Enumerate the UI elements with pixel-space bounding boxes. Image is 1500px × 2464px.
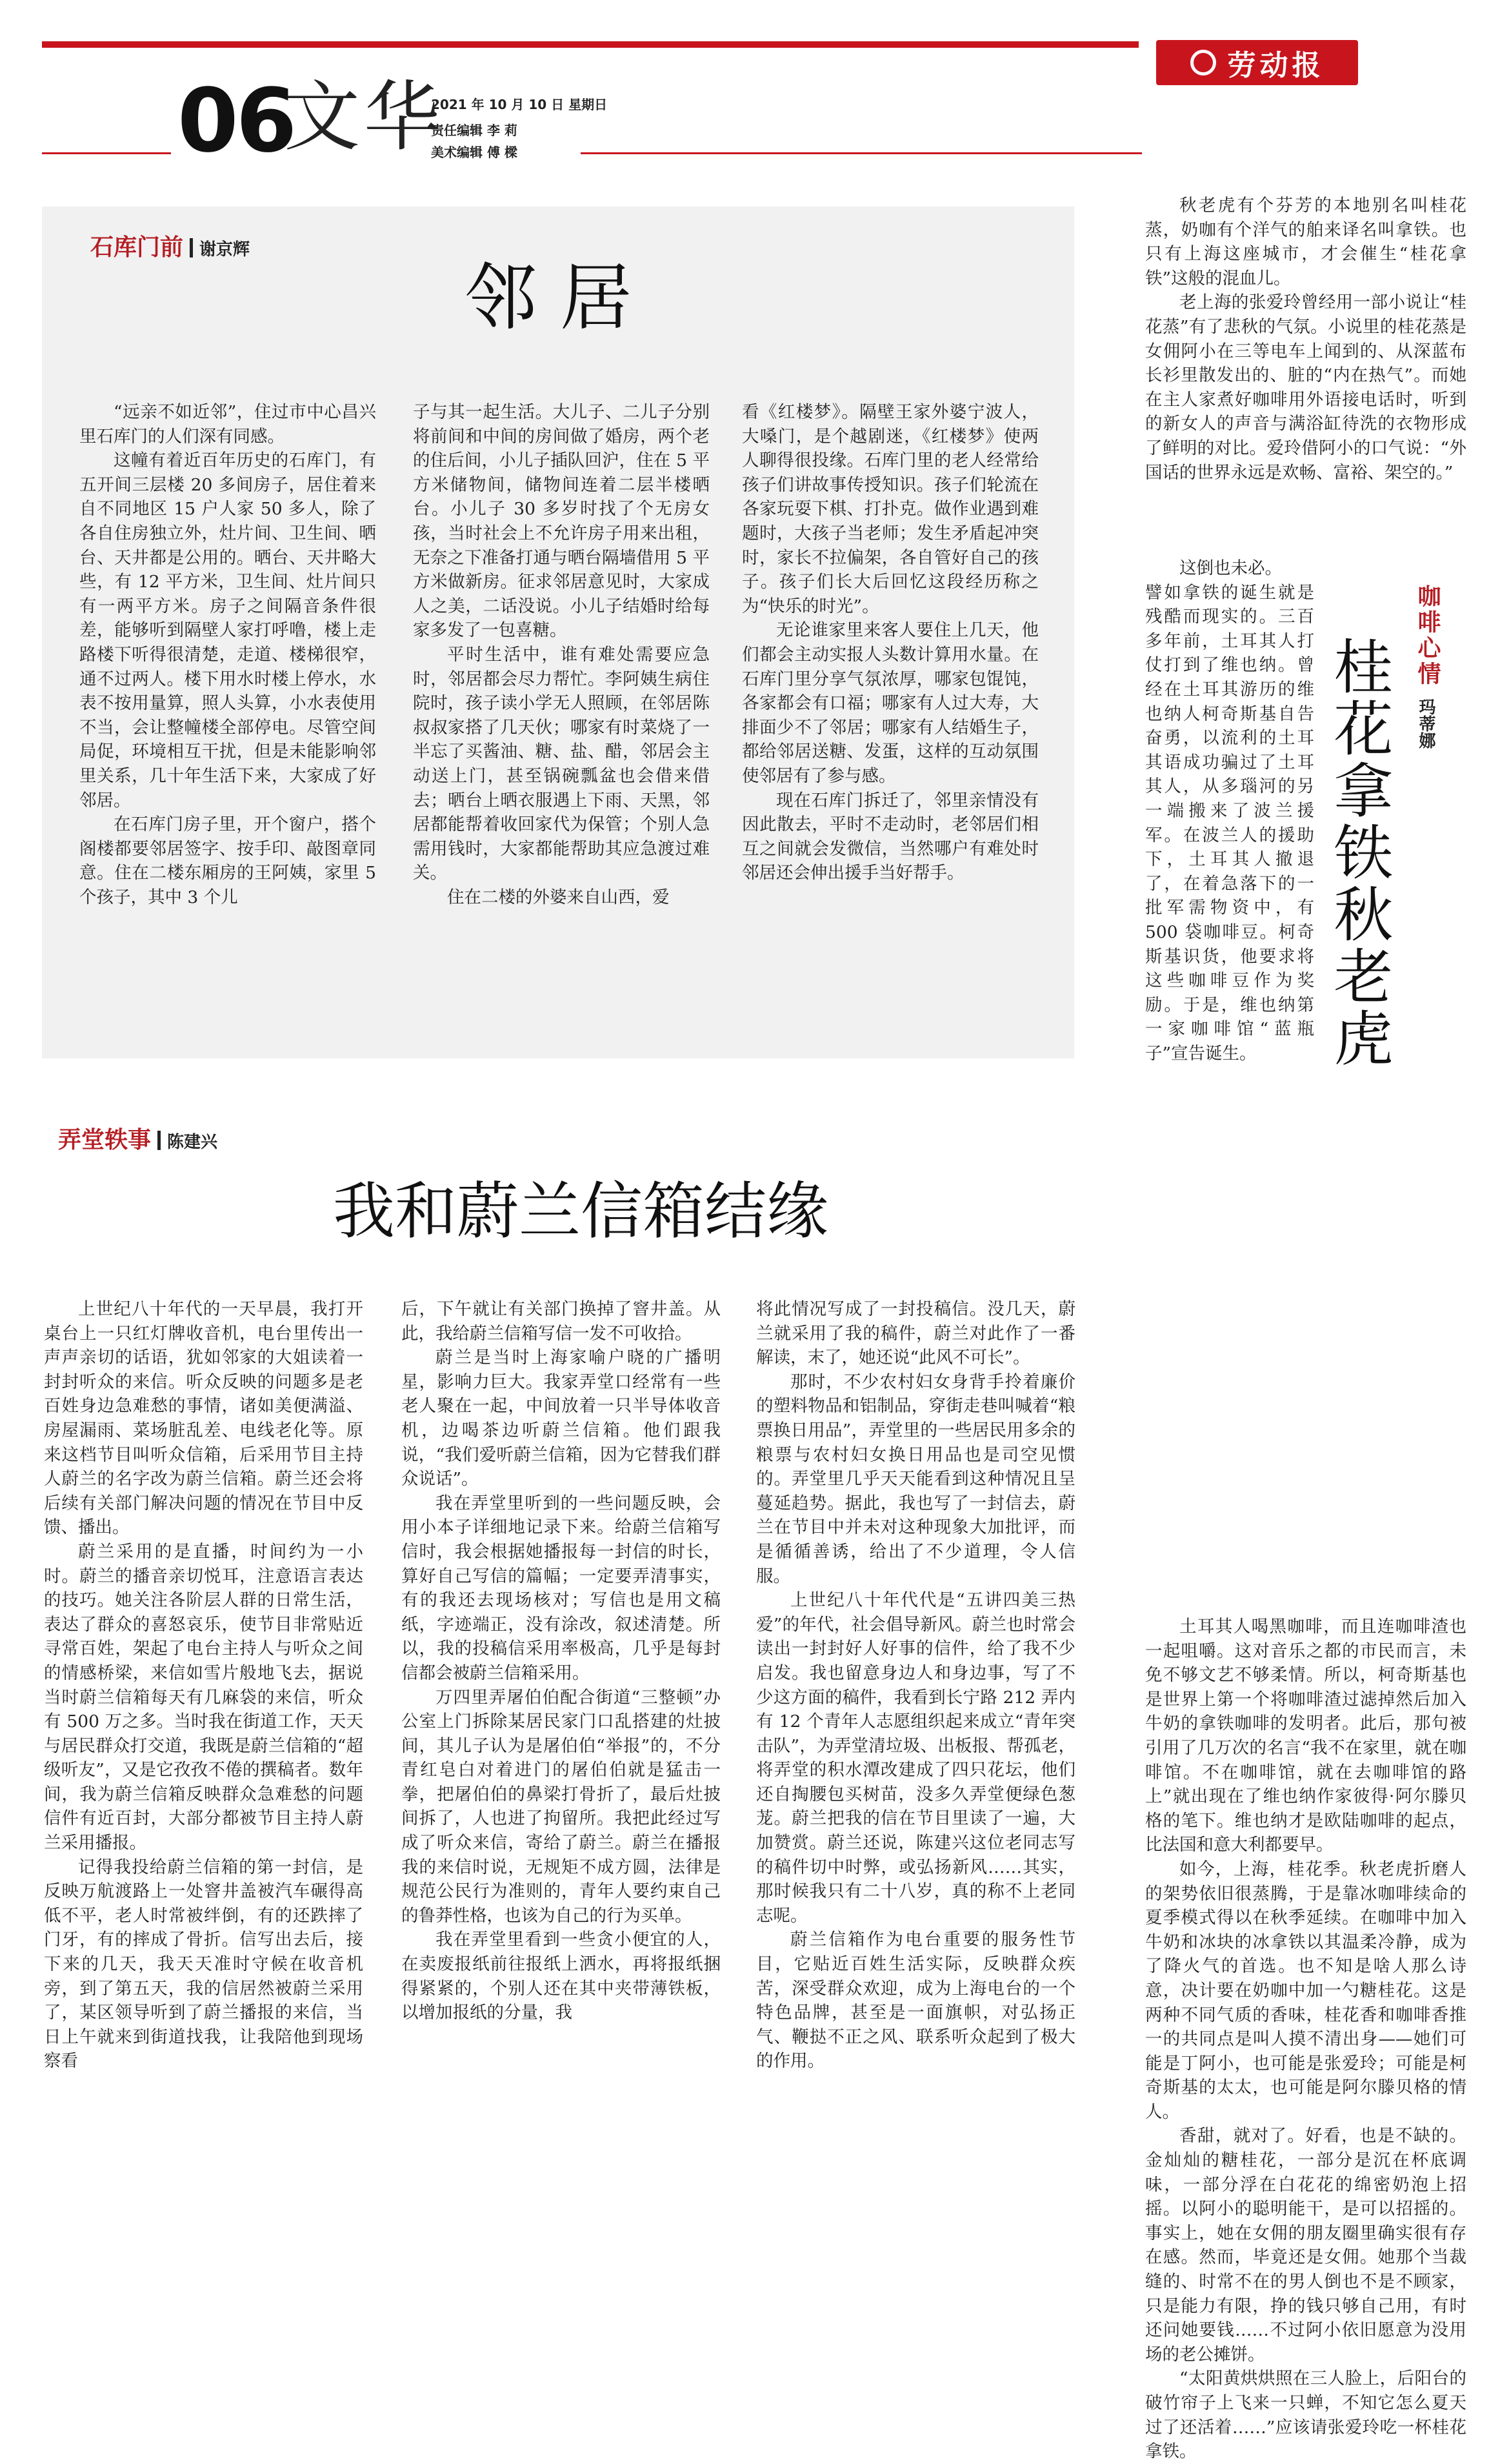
paragraph: 后，下午就让有关部门换掉了窨井盖。从此，我给蔚兰信箱写信一发不可收拾。 [401,1299,721,1344]
article-neighbors-col-2 [413,400,710,1045]
paragraph: 上世纪八十年代的一天早晨，我打开桌台上一只红灯牌收音机，电台里传出一声声亲切的话语，犹如邻家的大姐读着一封封听众的来信。听众反映的问题多是老百姓身边急难愁的事情，诸如美便满溢、房屋漏雨、菜场脏乱差、电线老化等。原来这档节目叫听众信箱，后采用节目主持人蔚兰的名字改为蔚兰信箱。蔚兰还会将后续有关部门解决问题的情况在节目中反馈、播出。 [44,1299,363,1538]
paragraph: 这幢有着近百年历史的石库门，有五开间三层楼 20 多间房子，居住着来自不同地区 15 户人家 50 多人，除了各自住房独立外，灶片间、卫生间、晒台、天井都是公用的。晒台、天井略大些，有 12 平方米，卫生间、灶片间只有一两平方米。房子之间隔音条件很差，能够听到隔壁人家打呼噜，楼上走路楼下听得很清楚，走道、楼梯很窄，通不过两人。楼下用水时楼上停水，水表不按用量算，照人头算，小水表使用不当，会让整幢楼全部停电。尽管空间局促，环境相互干扰，但是未能影响邻里关系，几十年生活下来，大家成了好邻居。 [79,450,376,811]
newspaper-logo [1156,40,1358,85]
paragraph: 秋老虎有个芬芳的本地别名叫桂花蒸，奶咖有个洋气的舶来译名叫拿铁。也只有上海这座城市，才会催生“桂花拿铁”这般的混血儿。 [1145,196,1466,288]
art-editor-credit: 美术编辑 傅 樑 [431,145,517,160]
paragraph: 平时生活中，谁有难处需要应急时，邻居都会尽力帮忙。李阿姨生病住院时，孩子读小学无人照顾，在邻居陈叔叔家搭了几天伙；哪家有时菜烧了一半忘了买酱油、糖、盐、醋，邻居会主动送上门，甚至锅碗瓢盆也会借来借去；晒台上晒衣服遇上下雨、天黑，邻居都能帮着收回家代为保管；个别人急需用钱时，大家都能帮助其应急渡过难关。 [413,644,710,884]
byline-separator [190,238,193,258]
paragraph: 土耳其人喝黑咖啡，而且连咖啡渣也一起咀嚼。这对音乐之都的市民而言，未免不够文艺不够柔情。所以，柯奇斯基也是世界上第一个将咖啡渣过滤掉然后加入牛奶的拿铁咖啡的发明者。此后，那句被引用了几万次的名言“我不在家里，就在咖啡馆。不在咖啡馆，就在去咖啡馆的路上”就出现在了维也纳作家彼得·阿尔滕贝格的笔下。维也纳才是欧陆咖啡的起点，比法国和意大利都要早。 [1145,1617,1466,1855]
paragraph: 子与其一起生活。大儿子、二儿子分别将前间和中间的房间做了婚房，两个老的住后间，小儿子插队回沪，住在 5 平方米储物间，储物间连着二层半楼晒台。小儿子 30 多岁时找了个无房女孩，当时社会上不允许房子用来出租，无奈之下准备打通与晒台隔墙借用 5 平方米做新房。征求邻居意见时，大家成人之美，二话没说。小儿子结婚时给每家多发了一包喜糖。 [413,402,710,641]
paragraph: 看《红楼梦》。隔壁王家外婆宁波人，大嗓门，是个越剧迷，《红楼梦》使两人聊得很投缘。石库门里的老人经常给孩子们讲故事传授知识。孩子们轮流在各家玩耍下棋、打扑克。做作业遇到难题时，大孩子当老师；发生矛盾起冲突时，家长不拉偏架，各自管好自己的孩子。孩子们长大后回忆这段经历称之为“快乐的时光”。 [742,402,1039,616]
article-latte-title: 桂花拿铁秋老虎 [1324,636,1394,1069]
article-mailbox-col-1 [44,1297,363,2239]
paragraph: 譬如拿铁的诞生就是残酷而现实的。三百多年前，土耳其人打仗打到了维也纳。曾经在土耳其游历的维也纳人柯奇斯基自告奋勇，以流利的土耳其语成功骗过了土耳其人，从多瑙河的另一端搬来了波兰援军。在波兰人的援助下，土耳其人撤退了，在着急落下的一批军需物资中，有 500 袋咖啡豆。柯奇斯基识货，他要求将这些咖啡豆作为奖励。于是，维也纳第一家咖啡馆“蓝瓶子”宣告诞生。 [1145,582,1314,1064]
paragraph: 在石库门房子里，开个窗户，搭个阁楼都要邻居签字、按手印、敲图章同意。住在二楼东厢房的王阿姨，家里 5 个孩子，其中 3 个儿 [79,814,376,907]
paragraph: 万四里弄屠伯伯配合街道“三整顿”办公室上门拆除某居民家门口乱搭建的灶披间，其儿子认为是屠伯伯“举报”的，不分青红皂白对着进门的屠伯伯就是猛击一拳，把屠伯伯的鼻梁打骨折了，最后灶披间拆了，人也进了拘留所。我把此经过写成了听众来信，寄给了蔚兰。蔚兰在播报我的来信时说，无规矩不成方圆，法律是规范公民行为准则的，青年人要约束自己的鲁莽性格，也该为自己的行为买单。 [401,1687,721,1926]
paragraph: “太阳黄烘烘照在三人脸上，后阳台的破竹帘子上飞来一只蝉，不知它怎么夏天过了还活着……”应该请张爱玲吃一杯桂花拿铁。 [1145,2368,1466,2462]
author-name: 陈建兴 [167,1133,218,1152]
header-rule-right [581,152,1142,154]
article-mailbox-col-3 [756,1297,1075,2239]
paragraph: 那时，不少农村妇女身背手拎着廉价的塑料物品和铝制品，穿街走巷叫喊着“粮票换日用品”，弄堂里的一些居民用多余的粮票与农村妇女换日用品也是司空见惯的。弄堂里几乎天天能看到这种情况且呈蔓延趋势。据此，我也写了一封信去，蔚兰在节目中并未对这种现象大加批评，而是循循善诱，给出了不少道理，令人信服。 [756,1371,1075,1586]
paragraph: 住在二楼的外婆来自山西，爱 [447,887,670,907]
top-rule [42,41,1139,48]
paragraph: 香甜，就对了。好看，也是不缺的。金灿灿的糖桂花，一部分是沉在杯底调味，一部分浮在白花花的绵密奶泡上招摇。以阿小的聪明能干，是可以招摇的。事实上，她在女佣的朋友圈里确实很有存在感。然而，毕竟还是女佣。她那个当裁缝的、时常不在的男人倒也不是不顾家，只是能力有限，挣的钱只够自己用，有时还问她要钱……不过阿小依旧愿意为没用场的老公摊饼。 [1145,2126,1466,2365]
paragraph: 蔚兰采用的是直播，时间约为一小时。蔚兰的播音亲切悦耳，注意语言表达的技巧。她关注各阶层人群的日常生活，表达了群众的喜怒哀乐，使节目非常贴近寻常百姓，架起了电台主持人与听众之间的情感桥梁，来信如雪片般地飞去，据说当时蔚兰信箱每天有几麻袋的来信，听众有 500 万之多。当时我在街道工作，天天与居民群众打交道，我既是蔚兰信箱的“超级听友”，又是它孜孜不倦的撰稿者。数年间，我为蔚兰信箱反映群众急难愁的问题信件有近百封，大部分都被节目主持人蔚兰采用播报。 [44,1541,363,1853]
paragraph: 老上海的张爱玲曾经用一部小说让“桂花蒸”有了悲秋的气氛。小说里的桂花蒸是女佣阿小在三等电车上闻到的、从深蓝布长衫里散发出的、脏的“内在热气”。而她在主人家煮好咖啡用外语接电话时，听到的新女人的声音与满浴缸待洗的衣物形成了鲜明的对比。爱玲借阿小的口气说：“外国话的世界永远是欢畅、富裕、架空的。” [1145,292,1466,483]
paragraph: 这倒也未必。 [1179,558,1282,578]
column-label: 弄堂轶事 [58,1126,152,1153]
paragraph: 蔚兰信箱作为电台重要的服务性节目，它贴近百姓生活实际，反映群众疾苦，深受群众欢迎，成为上海电台的一个特色品牌，甚至是一面旗帜，对弘扬正气、鞭挞不正之风、联系听众起到了极大的作用。 [756,1930,1075,2072]
issue-date: 2021 年 10 月 10 日 星期日 [431,97,608,112]
article-neighbors-title: 邻 居 [465,256,632,340]
column-label: 咖啡心情 [1414,584,1441,687]
editor-credit: 责任编辑 李 莉 [431,123,517,138]
logo-text: 劳动报 [1227,49,1325,82]
paragraph: 我在弄堂里看到一些贪小便宜的人，在卖废报纸前往报纸上洒水，再将报纸捆得紧紧的，个别人还在其中夹带薄铁板，以增加报纸的分量，我 [401,1930,721,2023]
article-mailbox-title: 我和蔚兰信箱结缘 [333,1175,828,1247]
logo-mark-icon [1190,50,1216,76]
article-latte-top [1145,194,1466,556]
paragraph: 如今，上海，桂花季。秋老虎折磨人的架势依旧很蒸腾，于是靠冰咖啡续命的夏季模式得以在秋季延续。在咖啡中加入牛奶和冰块的冰拿铁以其温柔冷静，成为了降火气的首选。也不知是啥人那么诗意，决计要在奶咖中加一勺糖桂花。这是两种不同气质的香味，桂花香和咖啡香推一的共同点是叫人摸不清出身——她们可能是丁阿小，也可能是张爱玲；可能是柯奇斯基的太太，也可能是阿尔滕贝格的情人。 [1145,1859,1466,2122]
article-neighbors-byline [90,229,250,262]
byline-separator [157,1131,161,1150]
paragraph: 现在石库门拆迁了，邻里亲情没有因此散去，平时不走动时，老邻居们相互之间就会发微信，当然哪户有难处时邻居还会伸出援手当好帮手。 [742,790,1039,884]
author-name: 谢京辉 [199,240,250,259]
article-latte-middle [1145,556,1314,1615]
paragraph: 无论谁家里来客人要住上几天，他们都会主动实报人头数计算用水量。在石库门里分享气氛浓厚，哪家包馄饨，各家都会有口福；哪家有人过大寿，大排面少不了邻居；哪家有人结婚生子，都给邻居送糖、发蛋，这样的互动氛围使邻居有了参与感。 [742,620,1039,786]
paragraph: 蔚兰是当时上海家喻户晓的广播明星，影响力巨大。我家弄堂口经常有一些老人聚在一起，中间放着一只半导体收音机，边喝茶边听蔚兰信箱。他们跟我说，“我们爱听蔚兰信箱，因为它替我们群众说话”。 [401,1348,721,1490]
paragraph: 记得我投给蔚兰信箱的第一封信，是反映万航渡路上一处窨井盖被汽车碾得高低不平，老人时常被绊倒，有的还跌摔了门牙，有的摔成了骨折。信写出去后，接下来的几天，我天天准时守候在收音机旁，到了第五天，我的信居然被蔚兰采用了，某区领导听到了蔚兰播报的来信，当日上午就来到街道找我，让我陪他到现场察看 [44,1857,363,2072]
column-label: 石库门前 [90,234,184,261]
paragraph: 上世纪八十年代代是“五讲四美三热爱”的年代，社会倡导新风。蔚兰也时常会读出一封封好人好事的信件，给了我不少启发。我也留意身边人和身边事，写了不少这方面的稿件，我看到长宁路 212 弄内有 12 个青年人志愿组织起来成立“青年突击队”，为弄堂清垃圾、出板报、帮孤老，将弄堂的积水潭改建成了四只花坛，他们还自掏腰包买树苗，没多久弄堂便绿色葱茏。蔚兰把我的信在节目里读了一遍，大加赞赏。蔚兰还说，陈建兴这位老同志写的稿件切中时弊，或弘扬新风……其实，那时候我只有二十八岁，真的称不上老同志呢。 [756,1590,1075,1926]
article-neighbors-col-3 [742,400,1039,1045]
page-number: 06 [177,70,295,172]
article-mailbox-byline [58,1122,217,1155]
author-name: 玛蒂娜 [1416,698,1435,749]
paragraph: “远亲不如近邻”，住过市中心昌兴里石库门的人们深有同感。 [79,402,376,447]
article-neighbors-col-1 [79,400,376,1045]
header-rule [42,152,171,154]
article-mailbox-col-2 [401,1297,721,2239]
section-title: 文华 [284,72,445,161]
article-latte-bottom [1145,1615,1466,2462]
paragraph: 我在弄堂里听到的一些问题反映，会用小本子详细地记录下来。给蔚兰信箱写信时，我会根据她播报每一封信的时长，算好自己写信的篇幅；一定要弄清事实，有的我还去现场核对；写信也是用文稿纸，字迹端正，没有涂改，叙述清楚。所以，我的投稿信采用率极高，几乎是每封信都会被蔚兰信箱采用。 [401,1493,721,1683]
paragraph: 将此情况写成了一封投稿信。没几天，蔚兰就采用了我的稿件，蔚兰对此作了一番解读，末了，她还说“此风不可长”。 [756,1299,1075,1368]
